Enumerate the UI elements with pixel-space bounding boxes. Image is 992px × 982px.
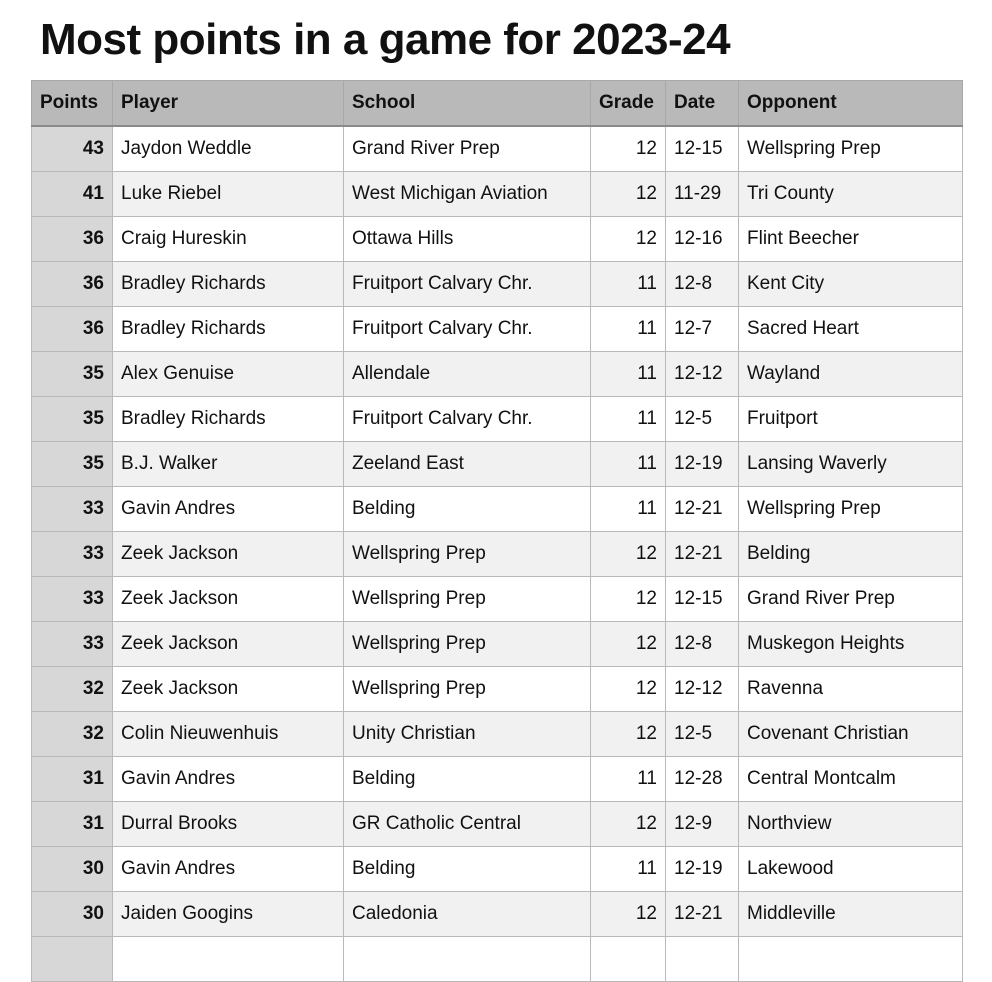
cell-grade: 12 (591, 622, 666, 667)
column-header-opponent: Opponent (739, 81, 963, 127)
cell-date: 12-12 (666, 352, 739, 397)
table-row (32, 802, 963, 847)
cell-date: 12-15 (666, 577, 739, 622)
cell-player: Craig Hureskin (113, 217, 344, 262)
page-title: Most points in a game for 2023-24 (40, 15, 731, 64)
cell-date: 12-7 (666, 307, 739, 352)
cell-points: 31 (32, 802, 113, 847)
cell-opponent: Northview (739, 802, 963, 847)
cell-grade: 12 (591, 712, 666, 757)
cell-points: 36 (32, 307, 113, 352)
table-row (32, 487, 963, 532)
cell-grade: 11 (591, 487, 666, 532)
cell-school: Zeeland East (344, 442, 591, 487)
cell-date: 12-19 (666, 847, 739, 892)
cell-player: Jaydon Weddle (113, 126, 344, 172)
cell-points: 30 (32, 847, 113, 892)
cell-grade (591, 937, 666, 982)
cell-grade: 12 (591, 577, 666, 622)
table-row (32, 172, 963, 217)
cell-points: 33 (32, 622, 113, 667)
cell-player: Luke Riebel (113, 172, 344, 217)
table-row (32, 622, 963, 667)
cell-school (344, 937, 591, 982)
cell-opponent: Lansing Waverly (739, 442, 963, 487)
cell-player: Alex Genuise (113, 352, 344, 397)
cell-opponent: Middleville (739, 892, 963, 937)
cell-grade: 12 (591, 126, 666, 172)
column-header-player: Player (113, 81, 344, 127)
cell-school: Wellspring Prep (344, 577, 591, 622)
table-row (32, 667, 963, 712)
cell-date: 12-9 (666, 802, 739, 847)
column-header-points: Points (32, 81, 113, 127)
cell-date: 12-8 (666, 262, 739, 307)
cell-opponent: Muskegon Heights (739, 622, 963, 667)
cell-grade: 11 (591, 442, 666, 487)
cell-date: 12-21 (666, 892, 739, 937)
cell-opponent: Kent City (739, 262, 963, 307)
cell-player: B.J. Walker (113, 442, 344, 487)
cell-grade: 11 (591, 397, 666, 442)
cell-school: Grand River Prep (344, 126, 591, 172)
cell-player: Bradley Richards (113, 262, 344, 307)
cell-date: 12-19 (666, 442, 739, 487)
cell-date: 12-21 (666, 487, 739, 532)
cell-points: 43 (32, 126, 113, 172)
cell-points: 35 (32, 397, 113, 442)
cell-points: 33 (32, 577, 113, 622)
cell-points: 36 (32, 217, 113, 262)
cell-date (666, 937, 739, 982)
cell-school: Belding (344, 757, 591, 802)
cell-school: GR Catholic Central (344, 802, 591, 847)
cell-school: West Michigan Aviation (344, 172, 591, 217)
table-row (32, 892, 963, 937)
cell-opponent: Fruitport (739, 397, 963, 442)
points-table (31, 80, 963, 982)
cell-grade: 12 (591, 217, 666, 262)
cell-points: 32 (32, 712, 113, 757)
cell-opponent: Grand River Prep (739, 577, 963, 622)
cell-opponent: Sacred Heart (739, 307, 963, 352)
cell-school: Fruitport Calvary Chr. (344, 307, 591, 352)
cell-date: 12-8 (666, 622, 739, 667)
table-row (32, 307, 963, 352)
table-row (32, 757, 963, 802)
table-row (32, 217, 963, 262)
cell-player: Zeek Jackson (113, 577, 344, 622)
cell-opponent (739, 937, 963, 982)
cell-date: 12-21 (666, 532, 739, 577)
cell-points: 31 (32, 757, 113, 802)
cell-date: 12-28 (666, 757, 739, 802)
cell-school: Caledonia (344, 892, 591, 937)
table-row (32, 532, 963, 577)
table-row (32, 937, 963, 982)
cell-grade: 11 (591, 352, 666, 397)
cell-player: Zeek Jackson (113, 667, 344, 712)
cell-date: 12-15 (666, 126, 739, 172)
cell-points: 35 (32, 442, 113, 487)
cell-opponent: Covenant Christian (739, 712, 963, 757)
cell-date: 12-5 (666, 397, 739, 442)
cell-opponent: Tri County (739, 172, 963, 217)
table-row (32, 712, 963, 757)
cell-player: Colin Nieuwenhuis (113, 712, 344, 757)
cell-points: 35 (32, 352, 113, 397)
cell-grade: 12 (591, 532, 666, 577)
cell-points: 36 (32, 262, 113, 307)
cell-school: Wellspring Prep (344, 667, 591, 712)
cell-grade: 11 (591, 307, 666, 352)
cell-points (32, 937, 113, 982)
cell-points: 41 (32, 172, 113, 217)
cell-player (113, 937, 344, 982)
cell-school: Fruitport Calvary Chr. (344, 262, 591, 307)
table-row (32, 397, 963, 442)
cell-school: Wellspring Prep (344, 532, 591, 577)
table-row (32, 352, 963, 397)
cell-player: Zeek Jackson (113, 622, 344, 667)
cell-grade: 12 (591, 667, 666, 712)
points-table-container (31, 80, 962, 982)
cell-school: Unity Christian (344, 712, 591, 757)
cell-opponent: Central Montcalm (739, 757, 963, 802)
cell-opponent: Ravenna (739, 667, 963, 712)
cell-opponent: Wellspring Prep (739, 126, 963, 172)
cell-player: Bradley Richards (113, 307, 344, 352)
cell-date: 12-16 (666, 217, 739, 262)
cell-grade: 12 (591, 802, 666, 847)
cell-grade: 12 (591, 892, 666, 937)
cell-player: Durral Brooks (113, 802, 344, 847)
cell-school: Fruitport Calvary Chr. (344, 397, 591, 442)
cell-opponent: Lakewood (739, 847, 963, 892)
table-row (32, 577, 963, 622)
cell-player: Gavin Andres (113, 487, 344, 532)
cell-player: Bradley Richards (113, 397, 344, 442)
column-header-school: School (344, 81, 591, 127)
column-header-grade: Grade (591, 81, 666, 127)
cell-points: 33 (32, 487, 113, 532)
cell-player: Zeek Jackson (113, 532, 344, 577)
cell-school: Wellspring Prep (344, 622, 591, 667)
cell-points: 33 (32, 532, 113, 577)
cell-grade: 11 (591, 757, 666, 802)
table-row (32, 126, 963, 172)
cell-grade: 11 (591, 262, 666, 307)
cell-opponent: Wayland (739, 352, 963, 397)
table-row (32, 442, 963, 487)
cell-date: 12-12 (666, 667, 739, 712)
cell-points: 30 (32, 892, 113, 937)
cell-school: Ottawa Hills (344, 217, 591, 262)
cell-points: 32 (32, 667, 113, 712)
cell-player: Gavin Andres (113, 757, 344, 802)
cell-school: Allendale (344, 352, 591, 397)
cell-school: Belding (344, 847, 591, 892)
cell-school: Belding (344, 487, 591, 532)
cell-player: Gavin Andres (113, 847, 344, 892)
cell-date: 11-29 (666, 172, 739, 217)
cell-grade: 11 (591, 847, 666, 892)
cell-grade: 12 (591, 172, 666, 217)
cell-player: Jaiden Googins (113, 892, 344, 937)
header-row (32, 81, 963, 127)
table-body (32, 126, 963, 982)
table-row (32, 262, 963, 307)
cell-opponent: Wellspring Prep (739, 487, 963, 532)
cell-opponent: Belding (739, 532, 963, 577)
table-row (32, 847, 963, 892)
cell-opponent: Flint Beecher (739, 217, 963, 262)
column-header-date: Date (666, 81, 739, 127)
cell-date: 12-5 (666, 712, 739, 757)
